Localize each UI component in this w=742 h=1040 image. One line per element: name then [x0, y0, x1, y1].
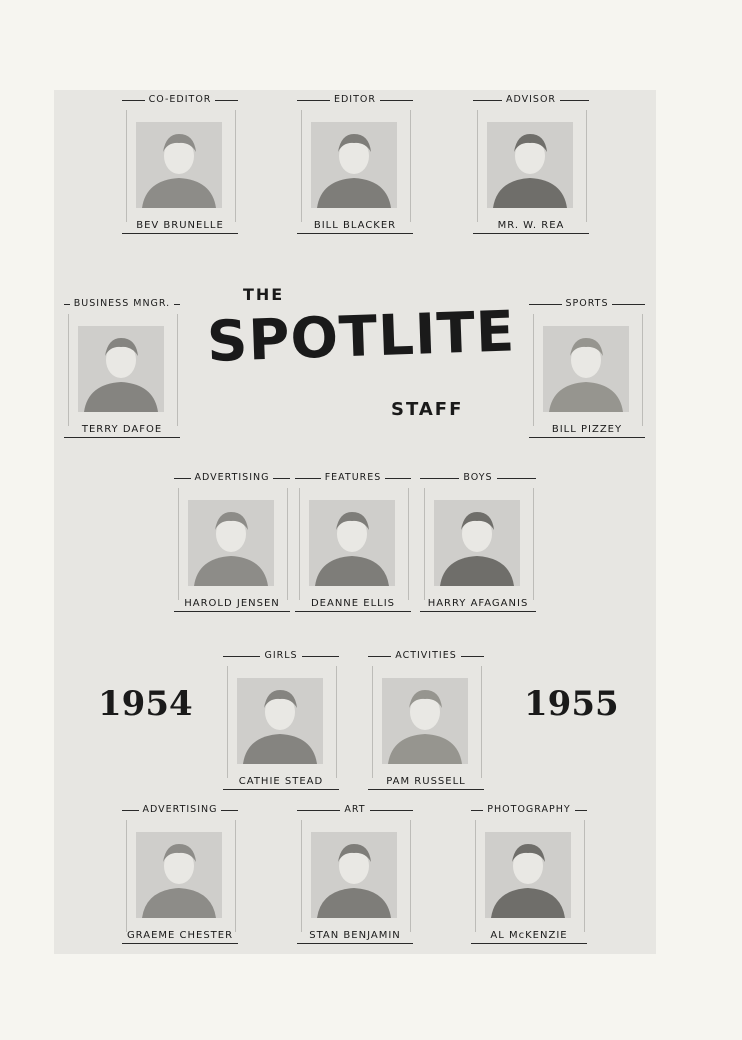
portrait-icon	[136, 122, 222, 208]
portrait-icon	[311, 832, 397, 918]
staff-role	[297, 94, 413, 111]
portrait-icon	[237, 678, 323, 764]
staff-name: MR. W. REA	[473, 220, 589, 234]
staff-role	[420, 472, 536, 489]
staff-name: TERRY DAFOE	[64, 424, 180, 438]
staff-card	[297, 94, 413, 234]
staff-name: PAM RUSSELL	[368, 776, 484, 790]
staff-role-label: ADVERTISING	[191, 472, 274, 483]
portrait-icon	[485, 832, 571, 918]
staff-card	[473, 94, 589, 234]
staff-card	[122, 804, 238, 944]
staff-name: CATHIE STEAD	[223, 776, 339, 790]
staff-name: STAN BENJAMIN	[297, 930, 413, 944]
staff-role	[473, 94, 589, 111]
staff-role	[297, 804, 413, 821]
title-staff: STAFF	[391, 399, 464, 420]
staff-role	[122, 94, 238, 111]
portrait-icon	[382, 678, 468, 764]
portrait-photo	[382, 678, 468, 764]
staff-role	[122, 804, 238, 821]
staff-role-label: ACTIVITIES	[391, 650, 461, 661]
staff-card	[295, 472, 411, 612]
staff-role	[64, 298, 180, 315]
staff-role-label: SPORTS	[562, 298, 613, 309]
portrait-icon	[78, 326, 164, 412]
staff-name: AL McKENZIE	[471, 930, 587, 944]
portrait-photo	[543, 326, 629, 412]
portrait-icon	[434, 500, 520, 586]
staff-role	[368, 650, 484, 667]
staff-name: BEV BRUNELLE	[122, 220, 238, 234]
title-the: THE	[243, 285, 285, 304]
staff-role	[471, 804, 587, 821]
staff-role-label: PHOTOGRAPHY	[483, 804, 574, 815]
staff-role-label: CO-EDITOR	[145, 94, 216, 105]
staff-role-label: FEATURES	[321, 472, 386, 483]
staff-card	[368, 650, 484, 790]
portrait-icon	[136, 832, 222, 918]
staff-role	[174, 472, 290, 489]
page-title: SPOTLITE	[206, 299, 517, 375]
staff-role-label: BOYS	[459, 472, 496, 483]
staff-role-label: ADVERTISING	[139, 804, 222, 815]
portrait-photo	[136, 122, 222, 208]
staff-role	[223, 650, 339, 667]
portrait-photo	[311, 122, 397, 208]
staff-card	[174, 472, 290, 612]
staff-card	[471, 804, 587, 944]
portrait-icon	[309, 500, 395, 586]
portrait-photo	[311, 832, 397, 918]
staff-role-label: ART	[340, 804, 369, 815]
portrait-photo	[136, 832, 222, 918]
staff-role	[529, 298, 645, 315]
portrait-photo	[188, 500, 274, 586]
staff-card	[223, 650, 339, 790]
staff-name: HAROLD JENSEN	[174, 598, 290, 612]
portrait-icon	[543, 326, 629, 412]
year-right: 1955	[524, 684, 619, 724]
portrait-icon	[311, 122, 397, 208]
portrait-photo	[78, 326, 164, 412]
staff-card	[64, 298, 180, 438]
staff-role-label: EDITOR	[330, 94, 380, 105]
portrait-photo	[434, 500, 520, 586]
portrait-photo	[485, 832, 571, 918]
year-left: 1954	[98, 684, 193, 724]
staff-role-label: ADVISOR	[502, 94, 560, 105]
staff-card	[420, 472, 536, 612]
portrait-photo	[487, 122, 573, 208]
staff-card	[297, 804, 413, 944]
staff-role-label: GIRLS	[260, 650, 301, 661]
portrait-icon	[188, 500, 274, 586]
staff-name: BILL BLACKER	[297, 220, 413, 234]
staff-role	[295, 472, 411, 489]
staff-name: BILL PIZZEY	[529, 424, 645, 438]
portrait-photo	[237, 678, 323, 764]
portrait-icon	[487, 122, 573, 208]
staff-name: GRAEME CHESTER	[122, 930, 238, 944]
portrait-photo	[309, 500, 395, 586]
staff-role-label: BUSINESS MNGR.	[70, 298, 174, 309]
staff-name: DEANNE ELLIS	[295, 598, 411, 612]
staff-card	[122, 94, 238, 234]
staff-name: HARRY AFAGANIS	[420, 598, 536, 612]
staff-card	[529, 298, 645, 438]
